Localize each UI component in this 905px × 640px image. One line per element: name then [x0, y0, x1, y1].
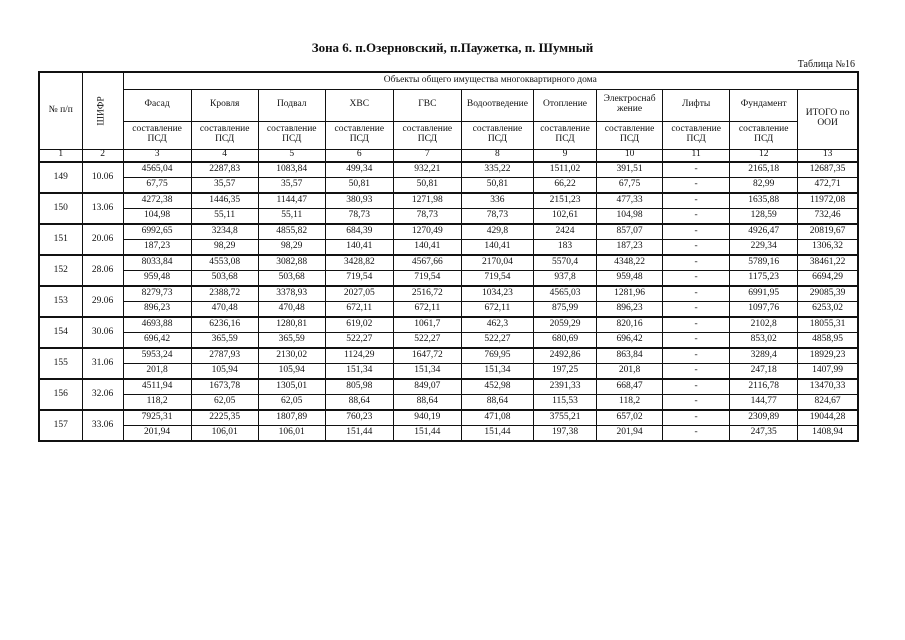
cell-value: -	[663, 271, 730, 287]
cell-value: 1175,23	[730, 271, 798, 287]
cell-value: 62,05	[191, 395, 258, 411]
cell-value: 2225,35	[191, 410, 258, 426]
cell-value: -	[663, 379, 730, 395]
cell-value: -	[663, 209, 730, 225]
row-number: 154	[39, 317, 82, 348]
row-number: 150	[39, 193, 82, 224]
cell-value: 140,41	[393, 240, 461, 256]
cell-value: 1270,49	[393, 224, 461, 240]
cell-value: 2424	[533, 224, 596, 240]
cell-value: 380,93	[325, 193, 393, 209]
cell-value: 2151,23	[533, 193, 596, 209]
cell-value: 4693,88	[123, 317, 191, 333]
cell-value: 4926,47	[730, 224, 798, 240]
cell-value: 937,8	[533, 271, 596, 287]
cell-value: 104,98	[597, 209, 663, 225]
cell-value: 8033,84	[123, 255, 191, 271]
cell-value: 503,68	[191, 271, 258, 287]
cell-value: 102,61	[533, 209, 596, 225]
row-code: 13.06	[82, 193, 123, 224]
header-sub: составление ПСД	[663, 121, 730, 149]
cell-value: 896,23	[597, 302, 663, 318]
table-row	[39, 410, 858, 426]
cell-value: 719,54	[325, 271, 393, 287]
column-index: 13	[798, 149, 858, 162]
table-row	[39, 286, 858, 302]
header-sub: составление ПСД	[533, 121, 596, 149]
cell-value: 805,98	[325, 379, 393, 395]
header-sub: составление ПСД	[461, 121, 533, 149]
header-sub: составление ПСД	[393, 121, 461, 149]
cell-value: 619,02	[325, 317, 393, 333]
cell-value: 2165,18	[730, 162, 798, 178]
cell-value: 6992,65	[123, 224, 191, 240]
cell-value: 50,81	[325, 178, 393, 194]
cell-value: 1446,35	[191, 193, 258, 209]
row-code: 32.06	[82, 379, 123, 410]
column-index: 4	[191, 149, 258, 162]
cell-value: 6253,02	[798, 302, 858, 318]
column-index: 8	[461, 149, 533, 162]
cell-value: 151,44	[461, 426, 533, 442]
cell-value: -	[663, 255, 730, 271]
header-sub: составление ПСД	[123, 121, 191, 149]
cell-value: 151,34	[393, 364, 461, 380]
cell-value: 1034,23	[461, 286, 533, 302]
cell-value: 1635,88	[730, 193, 798, 209]
cell-value: 5953,24	[123, 348, 191, 364]
cell-value: -	[663, 333, 730, 349]
cell-value: 4272,38	[123, 193, 191, 209]
cell-value: 1306,32	[798, 240, 858, 256]
cell-value: 98,29	[191, 240, 258, 256]
table-row	[39, 255, 858, 271]
cell-value: 429,8	[461, 224, 533, 240]
table-row	[39, 178, 858, 194]
column-index: 12	[730, 149, 798, 162]
header-object: Фундамент	[730, 89, 798, 121]
cell-value: 696,42	[597, 333, 663, 349]
cell-value: 118,2	[597, 395, 663, 411]
cell-value: 18055,31	[798, 317, 858, 333]
cell-value: 857,07	[597, 224, 663, 240]
cell-value: 115,53	[533, 395, 596, 411]
cell-value: 1097,76	[730, 302, 798, 318]
cell-value: 78,73	[393, 209, 461, 225]
cell-value: 105,94	[258, 364, 325, 380]
row-code: 28.06	[82, 255, 123, 286]
row-code: 10.06	[82, 162, 123, 193]
cell-value: 1124,29	[325, 348, 393, 364]
row-number: 157	[39, 410, 82, 441]
cell-value: 522,27	[325, 333, 393, 349]
cell-value: 719,54	[393, 271, 461, 287]
cell-value: 3428,82	[325, 255, 393, 271]
row-code: 33.06	[82, 410, 123, 441]
cell-value: 29085,39	[798, 286, 858, 302]
cell-value: 66,22	[533, 178, 596, 194]
cell-value: 7925,31	[123, 410, 191, 426]
cell-value: 1407,99	[798, 364, 858, 380]
cell-value: -	[663, 317, 730, 333]
cell-value: 35,57	[258, 178, 325, 194]
cell-value: 78,73	[461, 209, 533, 225]
cell-value: -	[663, 224, 730, 240]
row-code: 20.06	[82, 224, 123, 255]
column-index: 9	[533, 149, 596, 162]
cell-value: 1511,02	[533, 162, 596, 178]
cell-value: 2102,8	[730, 317, 798, 333]
cell-value: 88,64	[325, 395, 393, 411]
column-index: 1	[39, 149, 82, 162]
cell-value: 6694,29	[798, 271, 858, 287]
cell-value: 128,59	[730, 209, 798, 225]
cell-value: 104,98	[123, 209, 191, 225]
cell-value: 896,23	[123, 302, 191, 318]
cell-value: 201,8	[597, 364, 663, 380]
cell-value: -	[663, 426, 730, 442]
header-object: Отопление	[533, 89, 596, 121]
cell-value: 672,11	[325, 302, 393, 318]
cell-value: 471,08	[461, 410, 533, 426]
header-group: Объекты общего имущества многоквартирного дома	[123, 72, 858, 89]
row-code: 30.06	[82, 317, 123, 348]
cell-value: 824,67	[798, 395, 858, 411]
cell-value: 336	[461, 193, 533, 209]
header-object: Фасад	[123, 89, 191, 121]
cell-value: -	[663, 193, 730, 209]
cell-value: 8279,73	[123, 286, 191, 302]
column-index: 6	[325, 149, 393, 162]
row-code: 31.06	[82, 348, 123, 379]
cell-value: 247,35	[730, 426, 798, 442]
cell-value: 3082,88	[258, 255, 325, 271]
cell-value: 4567,66	[393, 255, 461, 271]
table-row	[39, 333, 858, 349]
header-object: Подвал	[258, 89, 325, 121]
cell-value: 20819,67	[798, 224, 858, 240]
cell-value: 4855,82	[258, 224, 325, 240]
cell-value: 503,68	[258, 271, 325, 287]
cell-value: 6236,16	[191, 317, 258, 333]
cell-value: 18929,23	[798, 348, 858, 364]
column-index: 5	[258, 149, 325, 162]
cell-value: 105,94	[191, 364, 258, 380]
cell-value: 140,41	[325, 240, 393, 256]
row-number: 151	[39, 224, 82, 255]
cell-value: 151,34	[461, 364, 533, 380]
cell-value: -	[663, 302, 730, 318]
header-object: Лифты	[663, 89, 730, 121]
column-index: 10	[597, 149, 663, 162]
row-number: 156	[39, 379, 82, 410]
cell-value: -	[663, 240, 730, 256]
cell-value: 187,23	[123, 240, 191, 256]
cell-value: 4511,94	[123, 379, 191, 395]
cell-value: 67,75	[123, 178, 191, 194]
cell-value: 472,71	[798, 178, 858, 194]
cell-value: 719,54	[461, 271, 533, 287]
header-object: Электроснаб жение	[597, 89, 663, 121]
cell-value: 4553,08	[191, 255, 258, 271]
cell-value: -	[663, 286, 730, 302]
cell-value: 6991,95	[730, 286, 798, 302]
cell-value: 932,21	[393, 162, 461, 178]
cell-value: 247,18	[730, 364, 798, 380]
cell-value: 106,01	[258, 426, 325, 442]
table-row	[39, 302, 858, 318]
cell-value: 2492,86	[533, 348, 596, 364]
table-row	[39, 162, 858, 178]
column-index: 11	[663, 149, 730, 162]
header-sub: составление ПСД	[258, 121, 325, 149]
cell-value: 140,41	[461, 240, 533, 256]
cell-value: -	[663, 178, 730, 194]
cell-value: 67,75	[597, 178, 663, 194]
cell-value: 462,3	[461, 317, 533, 333]
cell-value: 118,2	[123, 395, 191, 411]
cell-value: 201,94	[123, 426, 191, 442]
cell-value: 62,05	[258, 395, 325, 411]
cell-value: 38461,22	[798, 255, 858, 271]
column-index: 3	[123, 149, 191, 162]
cell-value: 391,51	[597, 162, 663, 178]
cell-value: 365,59	[191, 333, 258, 349]
cell-value: 3755,21	[533, 410, 596, 426]
cell-value: 183	[533, 240, 596, 256]
table-row	[39, 193, 858, 209]
cell-value: 2787,93	[191, 348, 258, 364]
cell-value: 78,73	[325, 209, 393, 225]
cell-value: 229,34	[730, 240, 798, 256]
table-row	[39, 348, 858, 364]
table-row	[39, 271, 858, 287]
row-code: 29.06	[82, 286, 123, 317]
cell-value: 2309,89	[730, 410, 798, 426]
cell-value: 151,44	[325, 426, 393, 442]
cell-value: 12687,35	[798, 162, 858, 178]
cell-value: 201,8	[123, 364, 191, 380]
cell-value: 1280,81	[258, 317, 325, 333]
table-number: Таблица №16	[797, 59, 855, 70]
cell-value: 1305,01	[258, 379, 325, 395]
cell-value: 820,16	[597, 317, 663, 333]
row-number: 149	[39, 162, 82, 193]
cell-value: 2287,83	[191, 162, 258, 178]
cell-value: 4348,22	[597, 255, 663, 271]
cell-value: 335,22	[461, 162, 533, 178]
cell-value: 1647,72	[393, 348, 461, 364]
table-row	[39, 209, 858, 225]
cell-value: 55,11	[191, 209, 258, 225]
cell-value: 197,25	[533, 364, 596, 380]
cell-value: 499,34	[325, 162, 393, 178]
cell-value: 522,27	[393, 333, 461, 349]
cell-value: 875,99	[533, 302, 596, 318]
cell-value: 2059,29	[533, 317, 596, 333]
cell-value: 2130,02	[258, 348, 325, 364]
cell-value: 959,48	[123, 271, 191, 287]
cell-value: 1673,78	[191, 379, 258, 395]
header-sub: составление ПСД	[730, 121, 798, 149]
cell-value: -	[663, 410, 730, 426]
cell-value: 2116,78	[730, 379, 798, 395]
cell-value: 470,48	[191, 302, 258, 318]
table-row	[39, 317, 858, 333]
cell-value: 1408,94	[798, 426, 858, 442]
cell-value: 98,29	[258, 240, 325, 256]
cell-value: 522,27	[461, 333, 533, 349]
cell-value: -	[663, 364, 730, 380]
cell-value: 732,46	[798, 209, 858, 225]
table-row	[39, 240, 858, 256]
cell-value: 82,99	[730, 178, 798, 194]
cell-value: 50,81	[461, 178, 533, 194]
header-object: Кровля	[191, 89, 258, 121]
cell-value: 1061,7	[393, 317, 461, 333]
table-row	[39, 364, 858, 380]
row-number: 153	[39, 286, 82, 317]
header-code	[82, 72, 123, 149]
cell-value: 2516,72	[393, 286, 461, 302]
cell-value: 1281,96	[597, 286, 663, 302]
cell-value: 672,11	[461, 302, 533, 318]
cell-value: 106,01	[191, 426, 258, 442]
cell-value: 13470,33	[798, 379, 858, 395]
cell-value: 201,94	[597, 426, 663, 442]
cell-value: 3378,93	[258, 286, 325, 302]
cell-value: 853,02	[730, 333, 798, 349]
header-object: ХВС	[325, 89, 393, 121]
table-row	[39, 426, 858, 442]
cell-value: -	[663, 162, 730, 178]
table-row	[39, 224, 858, 240]
cell-value: 187,23	[597, 240, 663, 256]
column-index: 7	[393, 149, 461, 162]
cell-value: 680,69	[533, 333, 596, 349]
cell-value: 696,42	[123, 333, 191, 349]
cell-value: 657,02	[597, 410, 663, 426]
cell-value: 55,11	[258, 209, 325, 225]
cell-value: 19044,28	[798, 410, 858, 426]
cell-value: 151,34	[325, 364, 393, 380]
cell-value: 88,64	[393, 395, 461, 411]
cell-value: 959,48	[597, 271, 663, 287]
document-title: Зона 6. п.Озерновский, п.Паужетка, п. Шумный	[311, 40, 594, 55]
cell-value: 88,64	[461, 395, 533, 411]
cell-value: 849,07	[393, 379, 461, 395]
cell-value: 3234,8	[191, 224, 258, 240]
table-row	[39, 379, 858, 395]
cell-value: 1083,84	[258, 162, 325, 178]
cell-value: -	[663, 348, 730, 364]
cell-value: 11972,08	[798, 193, 858, 209]
cell-value: 452,98	[461, 379, 533, 395]
cell-value: 4858,95	[798, 333, 858, 349]
cell-value: 769,95	[461, 348, 533, 364]
cell-value: 2391,33	[533, 379, 596, 395]
cell-value: 940,19	[393, 410, 461, 426]
cell-value: 672,11	[393, 302, 461, 318]
cell-value: -	[663, 395, 730, 411]
header-object: ГВС	[393, 89, 461, 121]
cell-value: 760,23	[325, 410, 393, 426]
cell-value: 470,48	[258, 302, 325, 318]
cell-value: 4565,04	[123, 162, 191, 178]
header-object: Водоотведение	[461, 89, 533, 121]
cell-value: 144,77	[730, 395, 798, 411]
header-sub: составление ПСД	[325, 121, 393, 149]
cell-value: 2170,04	[461, 255, 533, 271]
cell-value: 197,38	[533, 426, 596, 442]
row-number: 155	[39, 348, 82, 379]
cell-value: 477,33	[597, 193, 663, 209]
cell-value: 35,57	[191, 178, 258, 194]
header-sub: составление ПСД	[191, 121, 258, 149]
header-no: № п/п	[39, 72, 82, 149]
cell-value: 2388,72	[191, 286, 258, 302]
header-code-label: ШИФР	[96, 96, 107, 126]
table-row	[39, 395, 858, 411]
header-sub: составление ПСД	[597, 121, 663, 149]
cell-value: 863,84	[597, 348, 663, 364]
cell-value: 365,59	[258, 333, 325, 349]
header-total: ИТОГО по ООИ	[798, 89, 858, 149]
cell-value: 2027,05	[325, 286, 393, 302]
cell-value: 1807,89	[258, 410, 325, 426]
cell-value: 5789,16	[730, 255, 798, 271]
cell-value: 50,81	[393, 178, 461, 194]
cell-value: 4565,03	[533, 286, 596, 302]
cell-value: 3289,4	[730, 348, 798, 364]
cell-value: 151,44	[393, 426, 461, 442]
cell-value: 668,47	[597, 379, 663, 395]
cell-value: 1144,47	[258, 193, 325, 209]
cost-table	[38, 71, 859, 442]
cell-value: 5570,4	[533, 255, 596, 271]
row-number: 152	[39, 255, 82, 286]
cell-value: 684,39	[325, 224, 393, 240]
cell-value: 1271,98	[393, 193, 461, 209]
column-index: 2	[82, 149, 123, 162]
